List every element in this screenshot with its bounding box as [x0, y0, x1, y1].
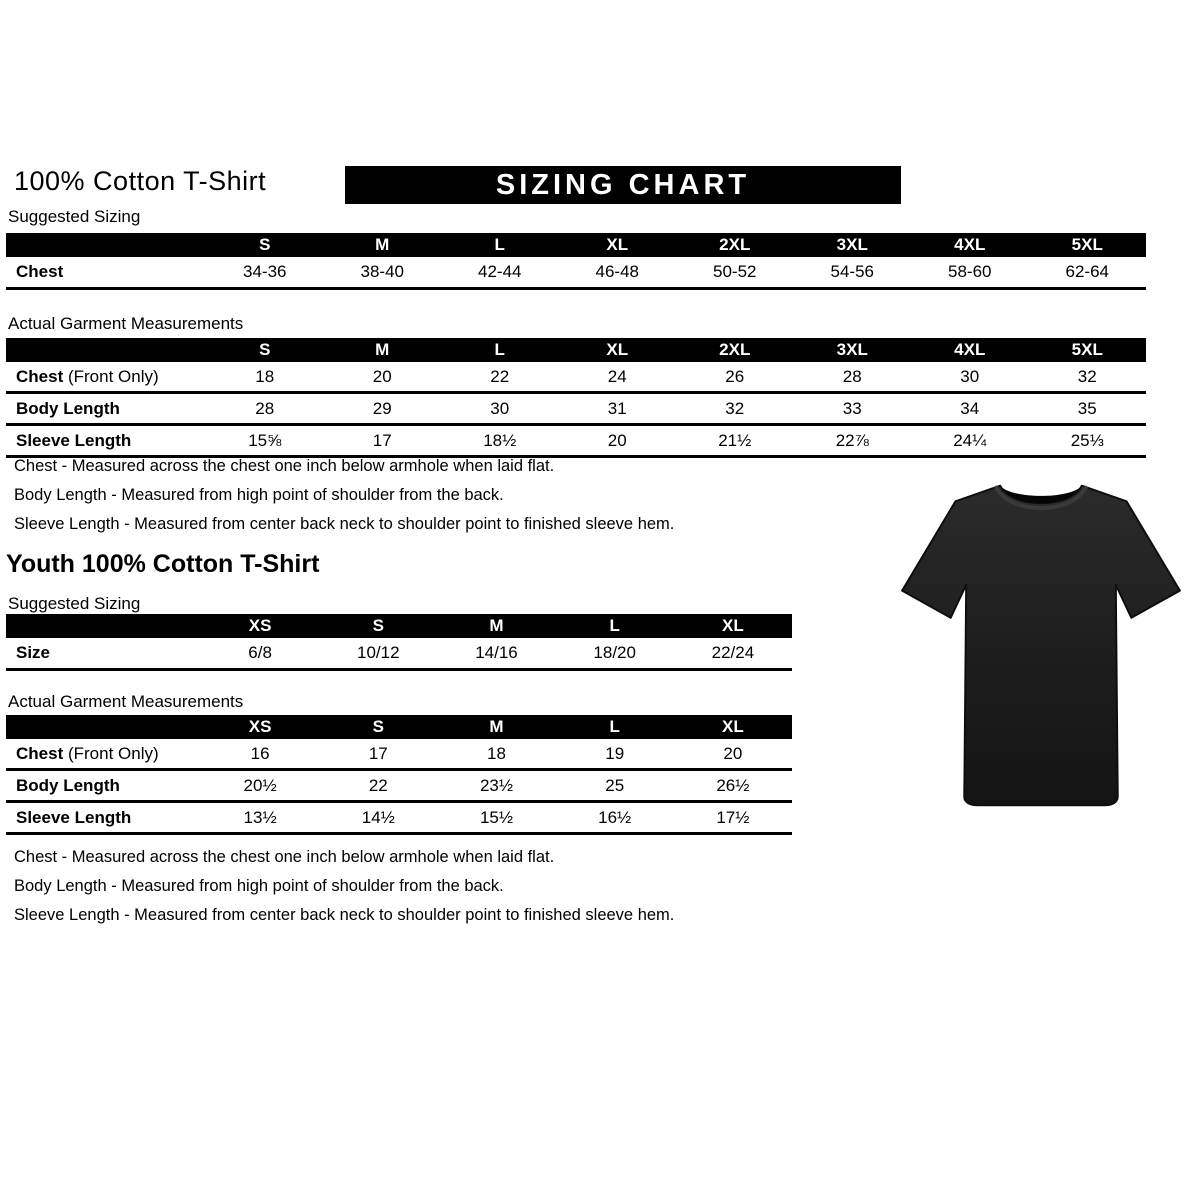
value-cell: 14/16 [475, 643, 518, 662]
size-col-header: 5XL [1071, 235, 1103, 254]
size-col-header: 2XL [719, 340, 751, 359]
value-cell: 21½ [718, 430, 752, 450]
size-col-header: M [489, 616, 504, 635]
value-cell: 17½ [716, 807, 750, 827]
value-cell: 24¼ [953, 430, 987, 450]
row-label [6, 744, 201, 764]
value-cell: 58-60 [948, 262, 992, 281]
banner-text: SIZING CHART [495, 168, 751, 201]
size-col-header: 2XL [719, 235, 751, 254]
row-label: Sleeve Length [16, 430, 132, 450]
table-row [6, 771, 792, 803]
value-cell: 10/12 [357, 643, 400, 662]
value-cell: 24 [607, 366, 627, 386]
row-label-suffix: (Front Only) [63, 366, 159, 386]
value-cell: 35 [1077, 398, 1097, 418]
size-col-header: S [259, 235, 271, 254]
value-cell: 33 [842, 398, 862, 418]
value-cell: 19 [605, 743, 625, 763]
table-row [6, 739, 792, 771]
row-label [6, 367, 206, 387]
size-col-header: M [375, 235, 390, 254]
size-col-header: XL [722, 616, 744, 635]
value-cell: 18 [255, 366, 275, 386]
value-cell: 30 [960, 366, 980, 386]
value-cell: 34-36 [243, 262, 287, 281]
size-col-header: M [375, 340, 390, 359]
value-cell: 20 [372, 366, 392, 386]
value-cell: 18½ [483, 430, 517, 450]
value-cell: 38-40 [360, 262, 404, 281]
size-col-header: 5XL [1071, 340, 1103, 359]
youth-notes [14, 843, 674, 930]
sizing-chart-banner [345, 166, 901, 204]
adult-suggested-table [6, 233, 1146, 290]
value-cell: 42-44 [478, 262, 522, 281]
row-label: Body Length [16, 398, 120, 418]
size-col-header: 4XL [954, 235, 986, 254]
row-label: Body Length [16, 775, 120, 795]
value-cell: 22 [368, 775, 388, 795]
adult-notes [14, 452, 674, 539]
value-cell: 50-52 [713, 262, 757, 281]
size-col-header: XL [722, 717, 744, 736]
size-col-header: 3XL [836, 340, 868, 359]
value-cell: 25 [605, 775, 625, 795]
value-cell: 26½ [716, 775, 750, 795]
row-label-suffix: (Front Only) [63, 743, 159, 763]
adult-suggested-header-row [6, 233, 1146, 257]
value-cell: 34 [960, 398, 980, 418]
size-col-header: XS [248, 616, 272, 635]
youth-actual-label: Actual Garment Measurements [8, 692, 244, 711]
size-col-header: XL [606, 235, 629, 254]
size-col-header: L [494, 235, 505, 254]
value-cell: 14½ [361, 807, 395, 827]
value-cell: 28 [255, 398, 275, 418]
value-cell: 22⅞ [835, 430, 869, 450]
value-cell: 20 [723, 743, 743, 763]
size-col-header: S [372, 616, 384, 635]
size-col-header: XL [606, 340, 629, 359]
youth-actual-table [6, 715, 792, 835]
note-body-length: Body Length - Measured from high point of shoulder from the back. [14, 877, 504, 895]
size-col-header: L [609, 616, 620, 635]
value-cell: 32 [1077, 366, 1097, 386]
value-cell: 26 [725, 366, 745, 386]
value-cell: 20½ [243, 775, 277, 795]
size-col-header: XS [248, 717, 272, 736]
youth-actual-header-row [6, 715, 792, 739]
value-cell: 62-64 [1065, 262, 1109, 281]
youth-suggested-table [6, 614, 792, 671]
value-cell: 18/20 [593, 643, 636, 662]
table-row [6, 394, 1146, 426]
note-sleeve-length: Sleeve Length - Measured from center back neck to shoulder point to finished sleeve hem. [14, 515, 675, 533]
table-row [6, 362, 1146, 394]
youth-suggested-label: Suggested Sizing [8, 594, 141, 613]
size-col-header: S [259, 340, 271, 359]
tshirt-body [902, 486, 1180, 806]
size-col-header: M [489, 717, 504, 736]
note-body-length: Body Length - Measured from high point of shoulder from the back. [14, 486, 504, 504]
value-cell: 31 [607, 398, 627, 418]
youth-suggested-header-row [6, 614, 792, 638]
value-cell: 54-56 [830, 262, 874, 281]
value-cell: 13½ [243, 807, 277, 827]
value-cell: 15½ [479, 807, 514, 827]
note-sleeve-length: Sleeve Length - Measured from center back neck to shoulder point to finished sleeve hem. [14, 906, 675, 924]
value-cell: 15⅝ [248, 430, 282, 450]
youth-section-title: Youth 100% Cotton T-Shirt [6, 550, 320, 578]
size-col-header: S [372, 717, 384, 736]
value-cell: 22/24 [711, 643, 755, 662]
value-cell: 32 [725, 398, 745, 418]
value-cell: 17 [372, 430, 392, 450]
table-row [6, 257, 1146, 290]
value-cell: 6/8 [248, 643, 272, 662]
note-chest: Chest - Measured across the chest one inch below armhole when laid flat. [14, 848, 555, 866]
value-cell: 28 [842, 366, 862, 386]
value-cell: 20 [607, 430, 627, 450]
value-cell: 16½ [598, 807, 632, 827]
value-cell: 16 [250, 743, 270, 763]
row-label: Chest [16, 262, 64, 281]
value-cell: 30 [490, 398, 510, 418]
adult-suggested-label: Suggested Sizing [8, 207, 141, 226]
value-cell: 22 [490, 366, 510, 386]
note-chest: Chest - Measured across the chest one inch below armhole when laid flat. [14, 457, 555, 475]
adult-actual-header-row [6, 338, 1146, 362]
size-col-header: L [609, 717, 620, 736]
adult-actual-label: Actual Garment Measurements [8, 314, 244, 333]
tshirt-image [893, 476, 1189, 816]
page-title: 100% Cotton T-Shirt [14, 166, 267, 196]
row-label-bold: Chest [16, 743, 64, 763]
value-cell: 18 [487, 743, 506, 763]
table-row [6, 638, 792, 671]
value-cell: 17 [368, 743, 388, 763]
value-cell: 23½ [479, 775, 514, 795]
size-col-header: 4XL [954, 340, 986, 359]
row-label: Size [16, 643, 51, 662]
table-row [6, 803, 792, 835]
row-label-bold: Chest [16, 366, 64, 386]
row-label: Sleeve Length [16, 807, 132, 827]
value-cell: 46-48 [595, 262, 639, 281]
size-col-header: L [494, 340, 505, 359]
value-cell: 29 [372, 398, 392, 418]
size-col-header: 3XL [836, 235, 868, 254]
value-cell: 25⅓ [1070, 430, 1104, 450]
adult-actual-table [6, 338, 1146, 458]
